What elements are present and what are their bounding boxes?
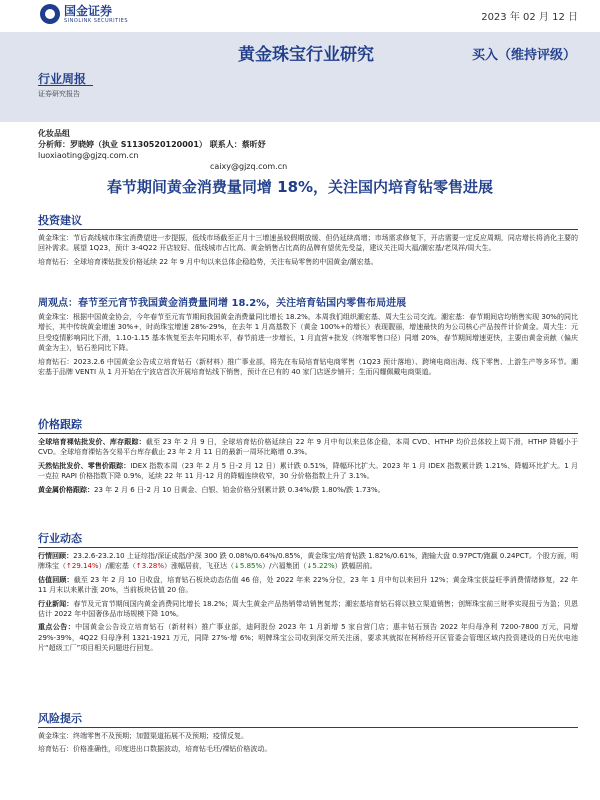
paragraph-text: ）/潮宏基（ (98, 562, 136, 571)
paragraph: 黄金珠宝：终端零售不及预期；加盟渠道拓展不及预期；疫情反复。 (38, 732, 248, 740)
paragraph: 培育钻石：2023.2.6 中国黄金公告成立培育钻石（新材料）推广事业部，将先在布局培育钻电商零售（1Q23 预计落地）、跨境电商出海、线下零售、上游生产等多环节。潮宏基于品牌 VENTI 从 1 月开始在宁波店首次开展培育钻线下销售，预计在已有的 40 家门店逐步铺开；生而闪耀佩戴电商渠道。 (38, 357, 578, 377)
section-invest (38, 212, 578, 267)
paragraph-text: ）/六福集团（ (262, 562, 307, 571)
report-subtype: 证券研究报告 (38, 90, 80, 98)
company-logo (40, 4, 128, 24)
paragraph (38, 551, 578, 572)
contact-email[interactable]: caixy@gjzq.com.cn (210, 162, 288, 171)
section-title: 投资建议 (38, 212, 578, 230)
paragraph (38, 485, 578, 495)
paragraph-text: 截至 23 年 2 月 10 日收盘，培育钻石板块动态估值 46 倍，处 2022 年来 22%分位，23 年 1 月中旬以来回升 12%；黄金珠宝获益旺季消费情绪修复，22 年 11 月末以来累计涨 20%，当前板块估值 20 倍。 (38, 575, 578, 595)
up-value: ↑29.14% (66, 562, 99, 571)
paragraph-text: ）跌幅居前。 (334, 562, 377, 571)
paragraph: 培育钻石：全球培育裸钻批发价格延续 22 年 9 月中旬以来总体企稳趋势，关注布局零售的中国黄金/潮宏基。 (38, 257, 378, 266)
paragraph: 培育钻石：价格准确性，印度进出口数据波动，培育钻毛坯/裸钻价格波动。 (38, 745, 272, 754)
paragraph (38, 461, 578, 482)
logo-icon (40, 4, 60, 24)
paragraph-text: 春节及元宵节期间国内黄金消费同比增长 18.2%；周大生黄金产品热销带动销售复苏；潮宏基培育钻石将以独立渠道销售；创辉珠宝前三财季实现扭亏为盈；贝恩估计 2022 年中国奢侈品市场规模下降 10%。 (38, 599, 578, 619)
section-title: 行业动态 (38, 530, 578, 548)
lead-label: 行情回顾： (38, 552, 74, 560)
down-value: ↓5.85% (234, 562, 263, 571)
report-date: 2023 年 02 月 12 日 (481, 12, 578, 23)
report-type: 行业周报 (38, 72, 87, 86)
logo-en: SINOLINK SECURITIES (64, 17, 128, 24)
paragraph: 黄金珠宝：根据中国黄金协会，今年春节至元宵节期间我国黄金消费量同比增长 18.2%。本周我们组织潮宏基、周大生公司交流。潮宏基：春节期间店均销售实现 30%的同比增长，其中传统黄金增速 30%+，时尚珠宝增速 28%-29%，在去年 1 月高基数下（黄金 100%+的增长）表现靓丽，增速最快的为公司核心产品按件计价黄金。周大生：元旦受疫情影响同比下滑，1.10-1.15 基本恢复至去年同期水平，春节前进一步增长，1 月直营+批发（终端零售口径）同增 20%，春节期间增速更快，主要由黄金贡献（偏庆黄金为主），钻石差同比下降。 (38, 313, 578, 353)
lead-label: 行业新闻： (38, 599, 74, 608)
section-focus (38, 292, 578, 377)
paragraph-text: 中国黄金公告设立培育钻石（新材料）推广事业部，迪阿股份 2023 年 1 月新增 5 家自营门店；惠丰钻石预告 2022 年归母净利 7200-7800 万元，同增 29%-39%，4Q22 归母净利 1321-1921 万元，同降 27%-增 6%；明牌珠宝公司收到深交所关注函，要求其就拟在柯桥经开区管委会管理区域内投资建设的日光伏电池片“超级工厂”项目相关问题进行回复。 (38, 623, 578, 653)
rating-badge: 买入（维持评级） (471, 48, 576, 63)
section-title: 价格跟踪 (38, 416, 578, 434)
analyst-group: 化妆品组 (38, 129, 70, 138)
section-price (38, 416, 578, 495)
lead-label: 估值回顾： (38, 575, 74, 584)
paragraph-text: IDEX 指数本周（23 年 2 月 5 日-2 月 12 日）累计跌 0.51%，降幅环比扩大。2023 年 1 月 IDEX 指数累计跌 1.21%、降幅环比扩大。1 月一克拉 RAPI 价格指数下降 0.9%，延续 22 年 11 月-12 月的降幅连续收窄，30 分价格指数上升了 3.1%。 (38, 461, 578, 481)
analyst-line: 分析师：罗晓婷（执业 S1130520120001） 联系人：蔡昕妤 (38, 140, 266, 149)
lead-label: 重点公告： (38, 623, 76, 632)
paragraph (38, 575, 578, 596)
paragraph (38, 622, 578, 653)
paragraph (38, 437, 578, 458)
paragraph-text: 截至 23 年 2 月 9 日，全球培育钻价格延续自 22 年 9 月中旬以来总体企稳，本周 CVD、HTHP 均价总体较上周下滑，HTHP 降幅小于 CVD。全球培育裸钻各交易平台库存截止 23 年 2 月 11 日的最新一周环比略增 0.3%。 (38, 438, 579, 457)
paragraph-text: 23 年 2 月 6 日-2 月 10 日黄金、白银、铂金价格分别累计跌 0.34%/跌 1.80%/跌 1.73%。 (94, 485, 385, 494)
divider (38, 85, 93, 86)
lead-label: 全球培育裸钻批发价、库存跟踪： (38, 438, 146, 446)
paragraph-text: 23.2.6-23.2.10 上证综指/深证成指/沪深 300 跌 0.08%/0.64%/0.85%，黄金珠宝/培育钻跌 1.82%/0.61%，跑输大盘 0.97PCT/跑赢 0.24PCT。个股方面，明牌珠宝（ (38, 552, 578, 571)
section-industry (38, 530, 578, 654)
down-value: ↓5.22% (306, 562, 335, 571)
lead-label: 黄金属价格跟踪： (38, 485, 94, 494)
section-title: 风险提示 (38, 710, 578, 728)
paragraph: 黄金珠宝：节后高线城市珠宝消费望进一步提振，低线市场截至正月十三增速虽较假期放缓、但仍延续高增；市场需求修复下，开店需要一定反应周期，同店增长将消化主要的回补需求。展望 1Q23，预计 3-4Q22 开店较好、低线城市占比高、黄金销售占比高的品牌有望优先受益，建议关注周大福/潮宏基/老凤祥/周大生。 (38, 234, 578, 253)
section-title: 周观点：春节至元宵节我国黄金消费量同增 18.2%，关注培育钻国内零售布局进展 (38, 298, 407, 309)
paragraph-text: ）涨幅居前，飞亚达（ (164, 562, 235, 571)
analyst-email[interactable]: luoxiaoting@gjzq.com.cn (38, 151, 139, 160)
logo-cn: 国金证券 (64, 3, 113, 18)
lead-label: 天然钻批发价、零售价跟踪： (38, 461, 131, 470)
paragraph (38, 599, 578, 620)
report-headline: 春节期间黄金消费量同增 18%，关注国内培育钻零售进展 (106, 178, 494, 196)
up-value: ↑3.28% (135, 562, 165, 571)
analyst-block (38, 128, 288, 171)
page-title: 黄金珠宝行业研究 (238, 45, 374, 65)
section-risk (38, 710, 578, 755)
